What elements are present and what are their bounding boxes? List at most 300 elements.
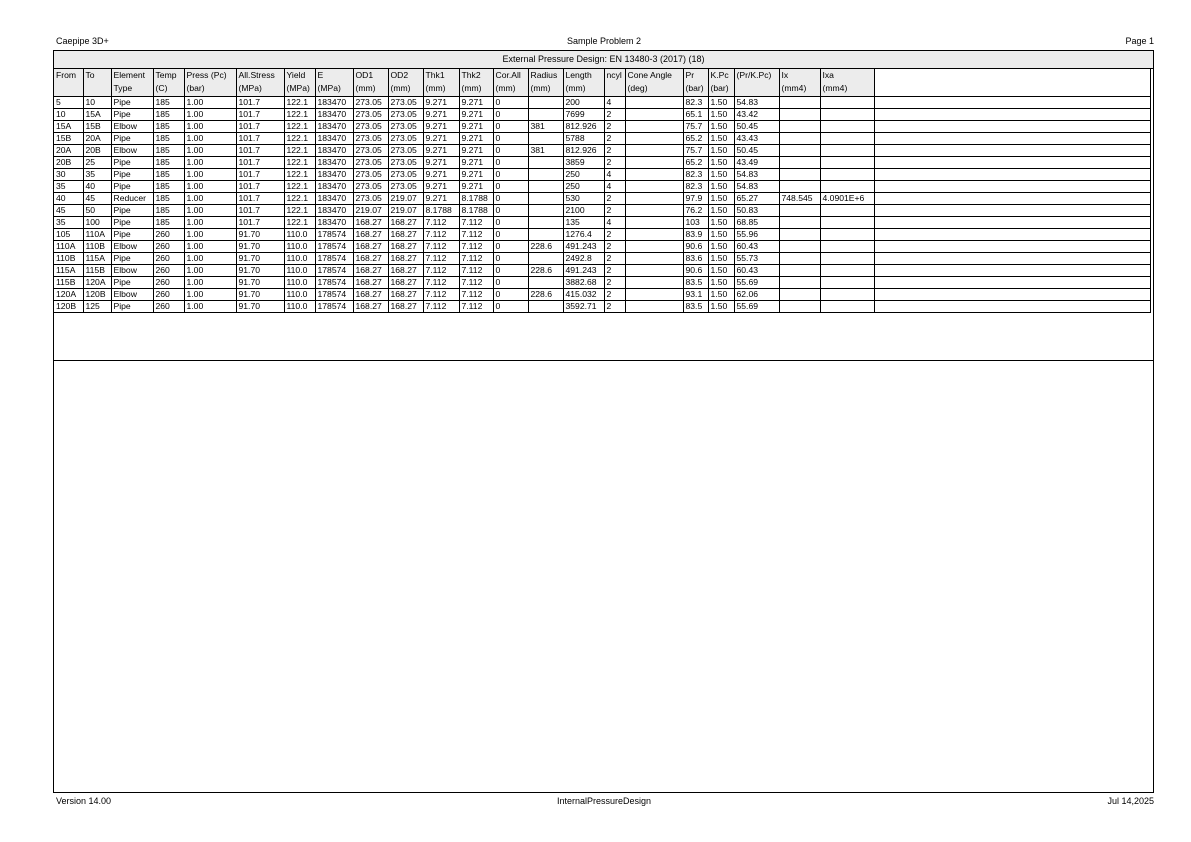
- table-cell: 75.7: [683, 145, 708, 157]
- column-header: [388, 69, 423, 97]
- column-header: [683, 69, 708, 97]
- table-cell: 273.05: [353, 133, 388, 145]
- table-cell: 1.00: [184, 193, 236, 205]
- table-cell: 93.1: [683, 289, 708, 301]
- table-cell: 3882.68: [563, 277, 604, 289]
- table-cell: 168.27: [388, 289, 423, 301]
- table-cell: 91.70: [236, 253, 284, 265]
- footer-version: Version 14.00: [56, 796, 112, 806]
- table-cell: [779, 169, 820, 181]
- column-header: [459, 69, 493, 97]
- table-cell: 183470: [315, 133, 353, 145]
- table-cell: 120A: [54, 289, 83, 301]
- table-cell: 55.73: [734, 253, 779, 265]
- table-cell: 1.50: [708, 229, 734, 241]
- table-cell: 0: [493, 229, 528, 241]
- table-cell: 2: [604, 109, 625, 121]
- table-row: [54, 169, 1150, 181]
- table-cell: 1.00: [184, 253, 236, 265]
- table-cell: 0: [493, 157, 528, 169]
- table-cell: 110.0: [284, 229, 315, 241]
- column-header-unit: (mm): [495, 83, 516, 93]
- table-cell: 0: [493, 145, 528, 157]
- row-filler: [874, 121, 1150, 133]
- table-cell: [528, 217, 563, 229]
- table-cell: 381: [528, 121, 563, 133]
- row-filler: [874, 181, 1150, 193]
- table-cell: 1.50: [708, 109, 734, 121]
- table-cell: 110.0: [284, 265, 315, 277]
- table-cell: 9.271: [423, 193, 459, 205]
- table-cell: [779, 97, 820, 109]
- table-cell: 122.1: [284, 157, 315, 169]
- table-cell: 0: [493, 253, 528, 265]
- table-cell: 491.243: [563, 265, 604, 277]
- table-cell: [625, 145, 683, 157]
- column-header-label: Yield: [286, 70, 306, 80]
- table-cell: 2: [604, 193, 625, 205]
- table-cell: 2: [604, 121, 625, 133]
- table-cell: 183470: [315, 97, 353, 109]
- table-cell: 1.00: [184, 241, 236, 253]
- column-header: [315, 69, 353, 97]
- table-cell: 122.1: [284, 121, 315, 133]
- table-cell: [779, 277, 820, 289]
- table-cell: 2: [604, 301, 625, 313]
- table-cell: 15B: [54, 133, 83, 145]
- table-cell: 1.00: [184, 121, 236, 133]
- table-cell: Elbow: [111, 289, 153, 301]
- column-header-label: Ixa: [822, 70, 834, 80]
- table-cell: [779, 109, 820, 121]
- table-cell: 65.2: [683, 133, 708, 145]
- table-cell: 381: [528, 145, 563, 157]
- table-cell: 50: [83, 205, 111, 217]
- table-cell: [779, 241, 820, 253]
- table-cell: 103: [683, 217, 708, 229]
- table-cell: Pipe: [111, 301, 153, 313]
- table-cell: 20B: [54, 157, 83, 169]
- column-header-label: To: [85, 70, 95, 80]
- table-cell: 4.0901E+6: [820, 193, 874, 205]
- column-header: [54, 69, 83, 97]
- table-cell: 25: [83, 157, 111, 169]
- column-header-unit: (bar): [685, 83, 704, 93]
- table-cell: 183470: [315, 145, 353, 157]
- column-header-unit: (mm): [530, 83, 551, 93]
- table-cell: 0: [493, 193, 528, 205]
- table-cell: 9.271: [459, 169, 493, 181]
- column-header-unit: (C): [155, 83, 168, 93]
- table-cell: 101.7: [236, 133, 284, 145]
- table-row: [54, 241, 1150, 253]
- table-cell: 91.70: [236, 289, 284, 301]
- table-cell: 0: [493, 109, 528, 121]
- table-cell: 50.83: [734, 205, 779, 217]
- table-cell: [625, 265, 683, 277]
- table-cell: 120B: [83, 289, 111, 301]
- table-cell: 0: [493, 181, 528, 193]
- table-cell: 260: [153, 277, 184, 289]
- table-cell: [820, 109, 874, 121]
- table-title: External Pressure Design: EN 13480-3 (2017) (18): [54, 51, 1153, 69]
- column-header-unit: (mm4): [781, 83, 807, 93]
- table-cell: 91.70: [236, 229, 284, 241]
- table-cell: [528, 169, 563, 181]
- table-area: [54, 69, 1153, 361]
- table-cell: 273.05: [353, 97, 388, 109]
- table-cell: [528, 157, 563, 169]
- table-cell: 0: [493, 97, 528, 109]
- column-header: [563, 69, 604, 97]
- table-header: [54, 69, 1150, 97]
- table-cell: 812.926: [563, 121, 604, 133]
- report-frame: [53, 50, 1154, 793]
- table-cell: Pipe: [111, 157, 153, 169]
- table-cell: 748.545: [779, 193, 820, 205]
- table-cell: 168.27: [388, 241, 423, 253]
- table-cell: 260: [153, 241, 184, 253]
- table-cell: [528, 277, 563, 289]
- table-cell: 183470: [315, 121, 353, 133]
- table-cell: 168.27: [353, 265, 388, 277]
- table-body: [54, 97, 1150, 313]
- table-cell: [820, 301, 874, 313]
- table-cell: 1.50: [708, 265, 734, 277]
- column-header-label: Temp: [155, 70, 177, 80]
- header-app-name: Caepipe 3D+: [56, 36, 109, 46]
- table-cell: 178574: [315, 277, 353, 289]
- row-filler: [874, 205, 1150, 217]
- table-cell: 0: [493, 301, 528, 313]
- table-cell: Pipe: [111, 97, 153, 109]
- table-cell: [820, 289, 874, 301]
- footer-date: Jul 14,2025: [1107, 796, 1154, 806]
- table-cell: [528, 229, 563, 241]
- table-cell: 101.7: [236, 121, 284, 133]
- table-cell: 1.00: [184, 133, 236, 145]
- table-cell: [625, 97, 683, 109]
- table-cell: [528, 193, 563, 205]
- column-header-unit: (bar): [710, 83, 729, 93]
- column-header-label: Cone Angle: [627, 70, 672, 80]
- table-cell: 55.69: [734, 277, 779, 289]
- table-cell: 7.112: [459, 277, 493, 289]
- row-filler: [874, 145, 1150, 157]
- table-cell: [528, 301, 563, 313]
- table-cell: Elbow: [111, 121, 153, 133]
- table-row: [54, 217, 1150, 229]
- table-cell: 83.5: [683, 301, 708, 313]
- table-cell: [625, 229, 683, 241]
- table-cell: 54.83: [734, 181, 779, 193]
- table-cell: 15A: [83, 109, 111, 121]
- column-header: [708, 69, 734, 97]
- table-cell: 8.1788: [459, 193, 493, 205]
- table-cell: 1.00: [184, 97, 236, 109]
- table-cell: 1.00: [184, 265, 236, 277]
- table-row: [54, 253, 1150, 265]
- table-cell: 228.6: [528, 265, 563, 277]
- table-cell: 2100: [563, 205, 604, 217]
- table-cell: Pipe: [111, 133, 153, 145]
- table-row: [54, 301, 1150, 313]
- table-cell: 0: [493, 169, 528, 181]
- table-cell: Pipe: [111, 253, 153, 265]
- table-cell: 1.50: [708, 253, 734, 265]
- table-cell: 168.27: [353, 277, 388, 289]
- row-filler: [874, 301, 1150, 313]
- table-cell: 100: [83, 217, 111, 229]
- table-cell: 110.0: [284, 241, 315, 253]
- table-cell: 178574: [315, 265, 353, 277]
- table-cell: 0: [493, 241, 528, 253]
- table-cell: 65.27: [734, 193, 779, 205]
- table-cell: 273.05: [353, 157, 388, 169]
- table-cell: 7.112: [459, 265, 493, 277]
- table-cell: 115A: [54, 265, 83, 277]
- table-cell: 185: [153, 121, 184, 133]
- table-cell: 43.43: [734, 133, 779, 145]
- table-cell: 7.112: [423, 301, 459, 313]
- table-cell: 82.3: [683, 97, 708, 109]
- table-cell: 183470: [315, 157, 353, 169]
- table-cell: [779, 289, 820, 301]
- table-cell: 183470: [315, 169, 353, 181]
- table-cell: 185: [153, 157, 184, 169]
- table-cell: 168.27: [388, 253, 423, 265]
- table-cell: 9.271: [423, 157, 459, 169]
- table-cell: Pipe: [111, 181, 153, 193]
- table-cell: 35: [54, 181, 83, 193]
- table-cell: 2: [604, 145, 625, 157]
- table-cell: Pipe: [111, 109, 153, 121]
- table-cell: 1.00: [184, 229, 236, 241]
- table-cell: 183470: [315, 217, 353, 229]
- table-cell: Pipe: [111, 277, 153, 289]
- row-filler: [874, 157, 1150, 169]
- table-cell: [779, 121, 820, 133]
- column-header: [625, 69, 683, 97]
- column-header-label: E: [317, 70, 324, 80]
- table-cell: 260: [153, 253, 184, 265]
- table-cell: [779, 133, 820, 145]
- table-cell: 40: [83, 181, 111, 193]
- column-header-label: Radius: [530, 70, 558, 80]
- table-cell: Pipe: [111, 205, 153, 217]
- table-cell: 110.0: [284, 289, 315, 301]
- table-cell: 0: [493, 217, 528, 229]
- table-cell: 1.00: [184, 145, 236, 157]
- table-cell: 101.7: [236, 97, 284, 109]
- table-cell: 1276.4: [563, 229, 604, 241]
- table-cell: 1.50: [708, 241, 734, 253]
- table-cell: [779, 265, 820, 277]
- table-cell: 1.50: [708, 169, 734, 181]
- table-cell: 9.271: [423, 109, 459, 121]
- table-cell: 110.0: [284, 253, 315, 265]
- column-header: [493, 69, 528, 97]
- table-cell: 120A: [83, 277, 111, 289]
- table-cell: [625, 169, 683, 181]
- table-cell: 273.05: [388, 145, 423, 157]
- table-cell: 185: [153, 145, 184, 157]
- table-cell: [625, 241, 683, 253]
- table-cell: 101.7: [236, 181, 284, 193]
- table-cell: 1.50: [708, 181, 734, 193]
- table-cell: 125: [83, 301, 111, 313]
- table-cell: 9.271: [459, 97, 493, 109]
- table-cell: [820, 145, 874, 157]
- table-cell: 2: [604, 157, 625, 169]
- column-header: [604, 69, 625, 97]
- table-cell: 1.50: [708, 157, 734, 169]
- table-cell: [625, 277, 683, 289]
- table-cell: 228.6: [528, 289, 563, 301]
- table-cell: 183470: [315, 109, 353, 121]
- table-cell: 90.6: [683, 241, 708, 253]
- table-cell: 1.50: [708, 193, 734, 205]
- table-cell: 115B: [54, 277, 83, 289]
- table-cell: 101.7: [236, 109, 284, 121]
- table-cell: 168.27: [388, 265, 423, 277]
- table-cell: [820, 169, 874, 181]
- table-cell: 91.70: [236, 301, 284, 313]
- column-header: [423, 69, 459, 97]
- row-filler: [874, 241, 1150, 253]
- table-cell: 9.271: [459, 181, 493, 193]
- table-cell: [625, 133, 683, 145]
- table-cell: 168.27: [388, 217, 423, 229]
- table-cell: [779, 253, 820, 265]
- table-cell: 178574: [315, 241, 353, 253]
- table-cell: 9.271: [423, 121, 459, 133]
- table-cell: 183470: [315, 205, 353, 217]
- table-cell: 60.43: [734, 265, 779, 277]
- table-cell: 7.112: [423, 265, 459, 277]
- table-cell: 168.27: [353, 301, 388, 313]
- table-cell: 168.27: [353, 253, 388, 265]
- table-cell: 250: [563, 181, 604, 193]
- table-cell: 250: [563, 169, 604, 181]
- table-cell: 91.70: [236, 241, 284, 253]
- page-header: [54, 35, 1154, 47]
- table-cell: 812.926: [563, 145, 604, 157]
- table-cell: 0: [493, 289, 528, 301]
- table-cell: [779, 301, 820, 313]
- column-header: [820, 69, 874, 97]
- table-cell: 1.50: [708, 121, 734, 133]
- table-cell: 260: [153, 265, 184, 277]
- row-filler: [874, 277, 1150, 289]
- table-cell: 1.00: [184, 169, 236, 181]
- table-cell: 7.112: [423, 289, 459, 301]
- table-cell: 5788: [563, 133, 604, 145]
- table-cell: Pipe: [111, 169, 153, 181]
- column-header-unit: (mm): [355, 83, 376, 93]
- page-footer: [54, 795, 1154, 807]
- table-cell: 55.96: [734, 229, 779, 241]
- table-row: [54, 205, 1150, 217]
- column-header: [353, 69, 388, 97]
- column-header-label: Thk1: [425, 70, 445, 80]
- table-cell: 43.49: [734, 157, 779, 169]
- table-cell: 273.05: [353, 109, 388, 121]
- table-cell: 122.1: [284, 97, 315, 109]
- table-cell: 0: [493, 205, 528, 217]
- column-header-label: Thk2: [461, 70, 481, 80]
- table-row: [54, 181, 1150, 193]
- column-header-unit: (MPa): [286, 83, 310, 93]
- table-cell: Pipe: [111, 217, 153, 229]
- table-cell: 122.1: [284, 217, 315, 229]
- table-cell: 30: [54, 169, 83, 181]
- column-header: [184, 69, 236, 97]
- table-cell: 7.112: [423, 217, 459, 229]
- table-cell: 68.85: [734, 217, 779, 229]
- table-cell: 7.112: [423, 229, 459, 241]
- table-cell: 185: [153, 205, 184, 217]
- column-header-label: Pr: [685, 70, 695, 80]
- column-header: [153, 69, 184, 97]
- table-cell: [528, 205, 563, 217]
- table-row: [54, 133, 1150, 145]
- table-cell: 110A: [54, 241, 83, 253]
- table-row: [54, 193, 1150, 205]
- column-header: [528, 69, 563, 97]
- table-cell: 9.271: [459, 121, 493, 133]
- table-row: [54, 97, 1150, 109]
- table-row: [54, 145, 1150, 157]
- table-cell: 491.243: [563, 241, 604, 253]
- table-cell: 2: [604, 253, 625, 265]
- table-row: [54, 265, 1150, 277]
- table-cell: 101.7: [236, 145, 284, 157]
- table-cell: 168.27: [388, 301, 423, 313]
- table-cell: Elbow: [111, 265, 153, 277]
- table-cell: 135: [563, 217, 604, 229]
- column-header-label: Length: [565, 70, 592, 80]
- table-cell: [820, 121, 874, 133]
- table-cell: 122.1: [284, 181, 315, 193]
- table-cell: 1.00: [184, 109, 236, 121]
- table-cell: 2: [604, 265, 625, 277]
- table-cell: [528, 181, 563, 193]
- table-cell: 168.27: [388, 229, 423, 241]
- table-cell: 101.7: [236, 205, 284, 217]
- table-cell: 65.2: [683, 157, 708, 169]
- table-cell: 7.112: [423, 253, 459, 265]
- table-cell: 3859: [563, 157, 604, 169]
- table-cell: 101.7: [236, 217, 284, 229]
- table-cell: [625, 157, 683, 169]
- table-cell: 110.0: [284, 301, 315, 313]
- table-cell: 9.271: [423, 169, 459, 181]
- table-cell: 122.1: [284, 205, 315, 217]
- table-cell: 228.6: [528, 241, 563, 253]
- column-header-label: OD2: [390, 70, 409, 80]
- header-problem-title: Sample Problem 2: [566, 36, 642, 46]
- table-cell: 110B: [83, 241, 111, 253]
- table-cell: [625, 205, 683, 217]
- table-cell: 120B: [54, 301, 83, 313]
- table-cell: 273.05: [388, 157, 423, 169]
- column-header-unit: (mm): [565, 83, 586, 93]
- column-header-unit: (deg): [627, 83, 648, 93]
- table-cell: [625, 253, 683, 265]
- table-cell: [528, 253, 563, 265]
- table-cell: 5: [54, 97, 83, 109]
